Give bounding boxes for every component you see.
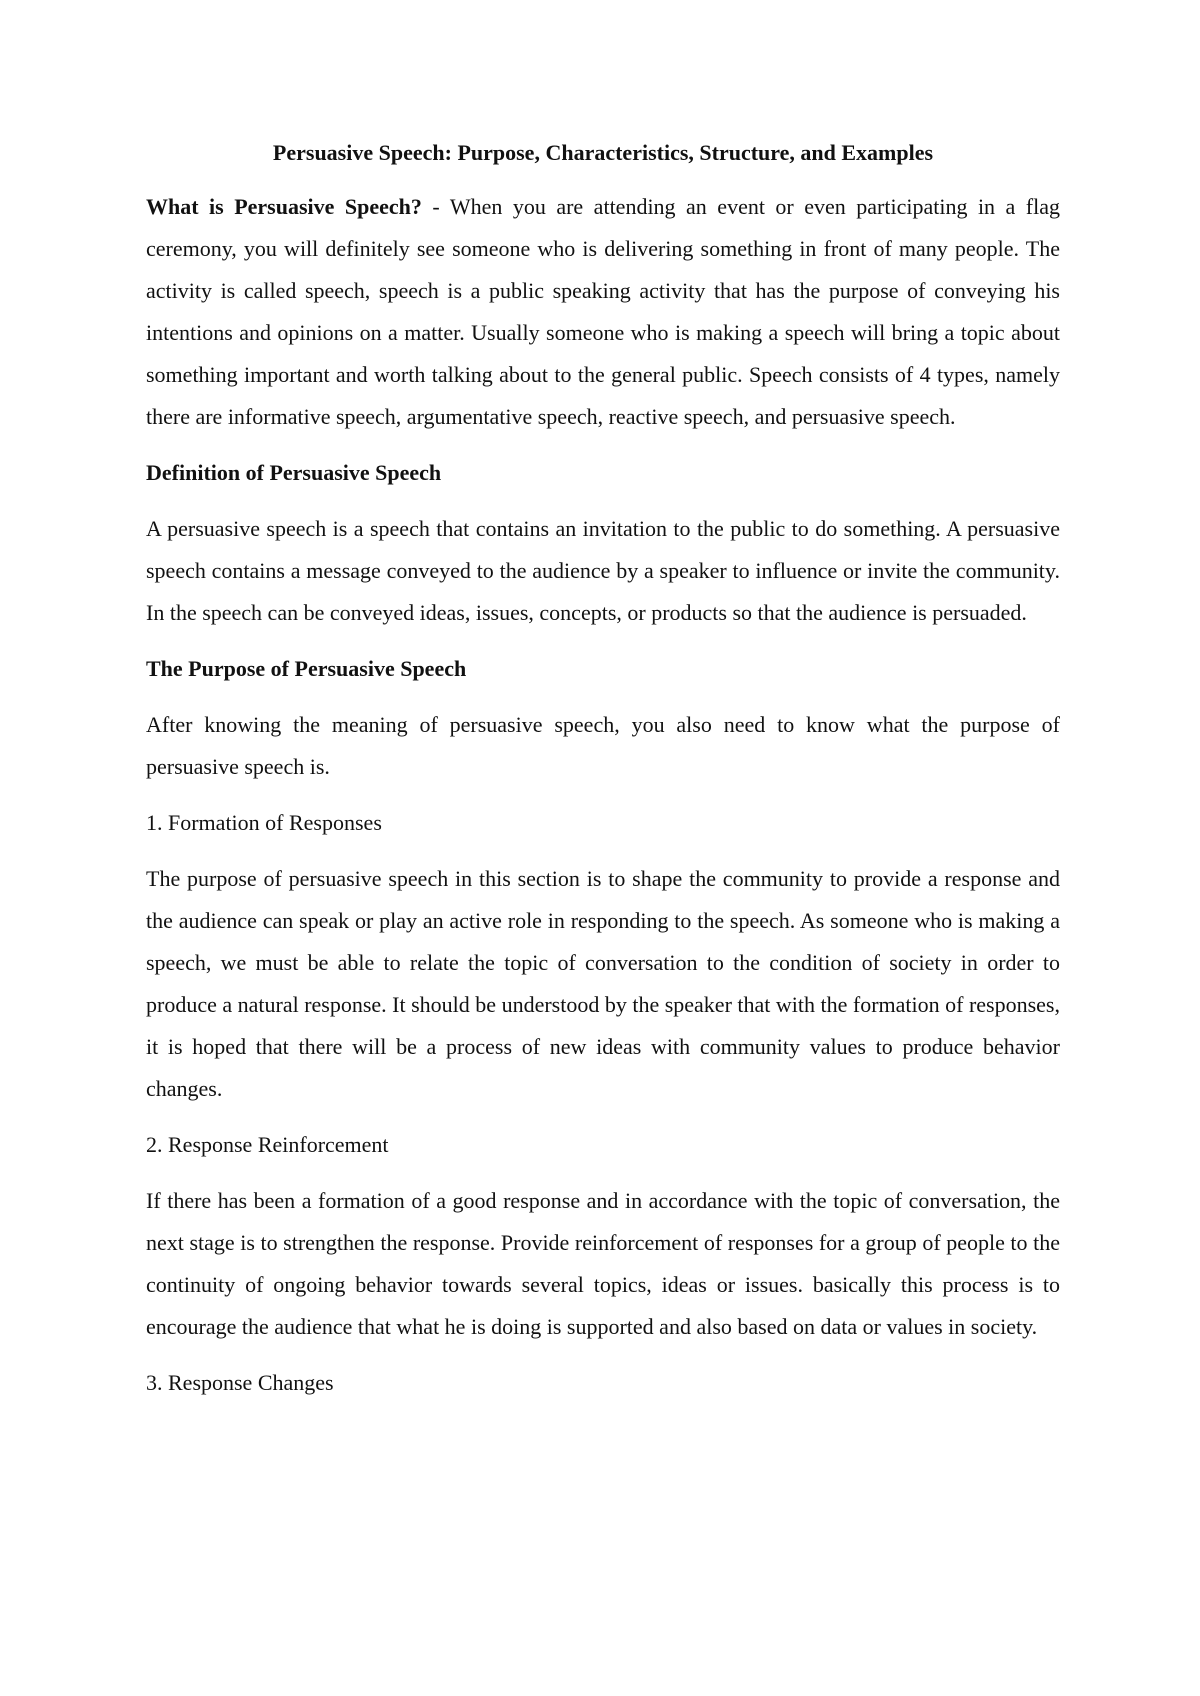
document-title: Persuasive Speech: Purpose, Characteristics, Structure, and Examples xyxy=(272,140,934,165)
intro-paragraph xyxy=(146,186,1060,438)
list-item-label: 1. Formation of Responses xyxy=(146,810,382,835)
definition-heading: Definition of Persuasive Speech xyxy=(146,460,442,485)
purpose-heading: The Purpose of Persuasive Speech xyxy=(146,656,467,681)
list-item-label: 3. Response Changes xyxy=(146,1370,334,1395)
intro-lead: What is Persuasive Speech? xyxy=(146,194,422,219)
list-item-label: 2. Response Reinforcement xyxy=(146,1132,389,1157)
definition-paragraph: A persuasive speech is a speech that contains an invitation to the public to do something. A persuasive speech contains a message conveyed to the audience by a speaker to influence or invite the community. In the speech can be conveyed ideas, issues, concepts, or products so that the audience is persuaded. xyxy=(146,516,1060,625)
list-item-paragraph: If there has been a formation of a good response and in accordance with the topic of conversation, the next stage is to strengthen the response. Provide reinforcement of responses for a group of people to the continuity of ongoing behavior towards several topics, ideas or issues. basically this process is to encourage the audience that what he is doing is supported and also based on data or values in society. xyxy=(146,1188,1060,1339)
purpose-paragraph: After knowing the meaning of persuasive speech, you also need to know what the purpose of persuasive speech is. xyxy=(146,712,1060,779)
intro-text: - When you are attending an event or even participating in a flag ceremony, you will definitely see someone who is delivering something in front of many people. The activity is called speech, speech is a public speaking activity that has the purpose of conveying his intentions and opinions on a matter. Usually someone who is making a speech will bring a topic about something important and worth talking about to the general public. Speech consists of 4 types, namely there are informative speech, argumentative speech, reactive speech, and persuasive speech. xyxy=(146,194,1060,429)
list-item-paragraph: The purpose of persuasive speech in this section is to shape the community to provide a response and the audience can speak or play an active role in responding to the speech. As someone who is making a speech, we must be able to relate the topic of conversation to the condition of society in order to produce a natural response. It should be understood by the speaker that with the formation of responses, it is hoped that there will be a process of new ideas with community values to produce behavior changes. xyxy=(146,866,1060,1101)
document-page xyxy=(146,132,1060,1418)
